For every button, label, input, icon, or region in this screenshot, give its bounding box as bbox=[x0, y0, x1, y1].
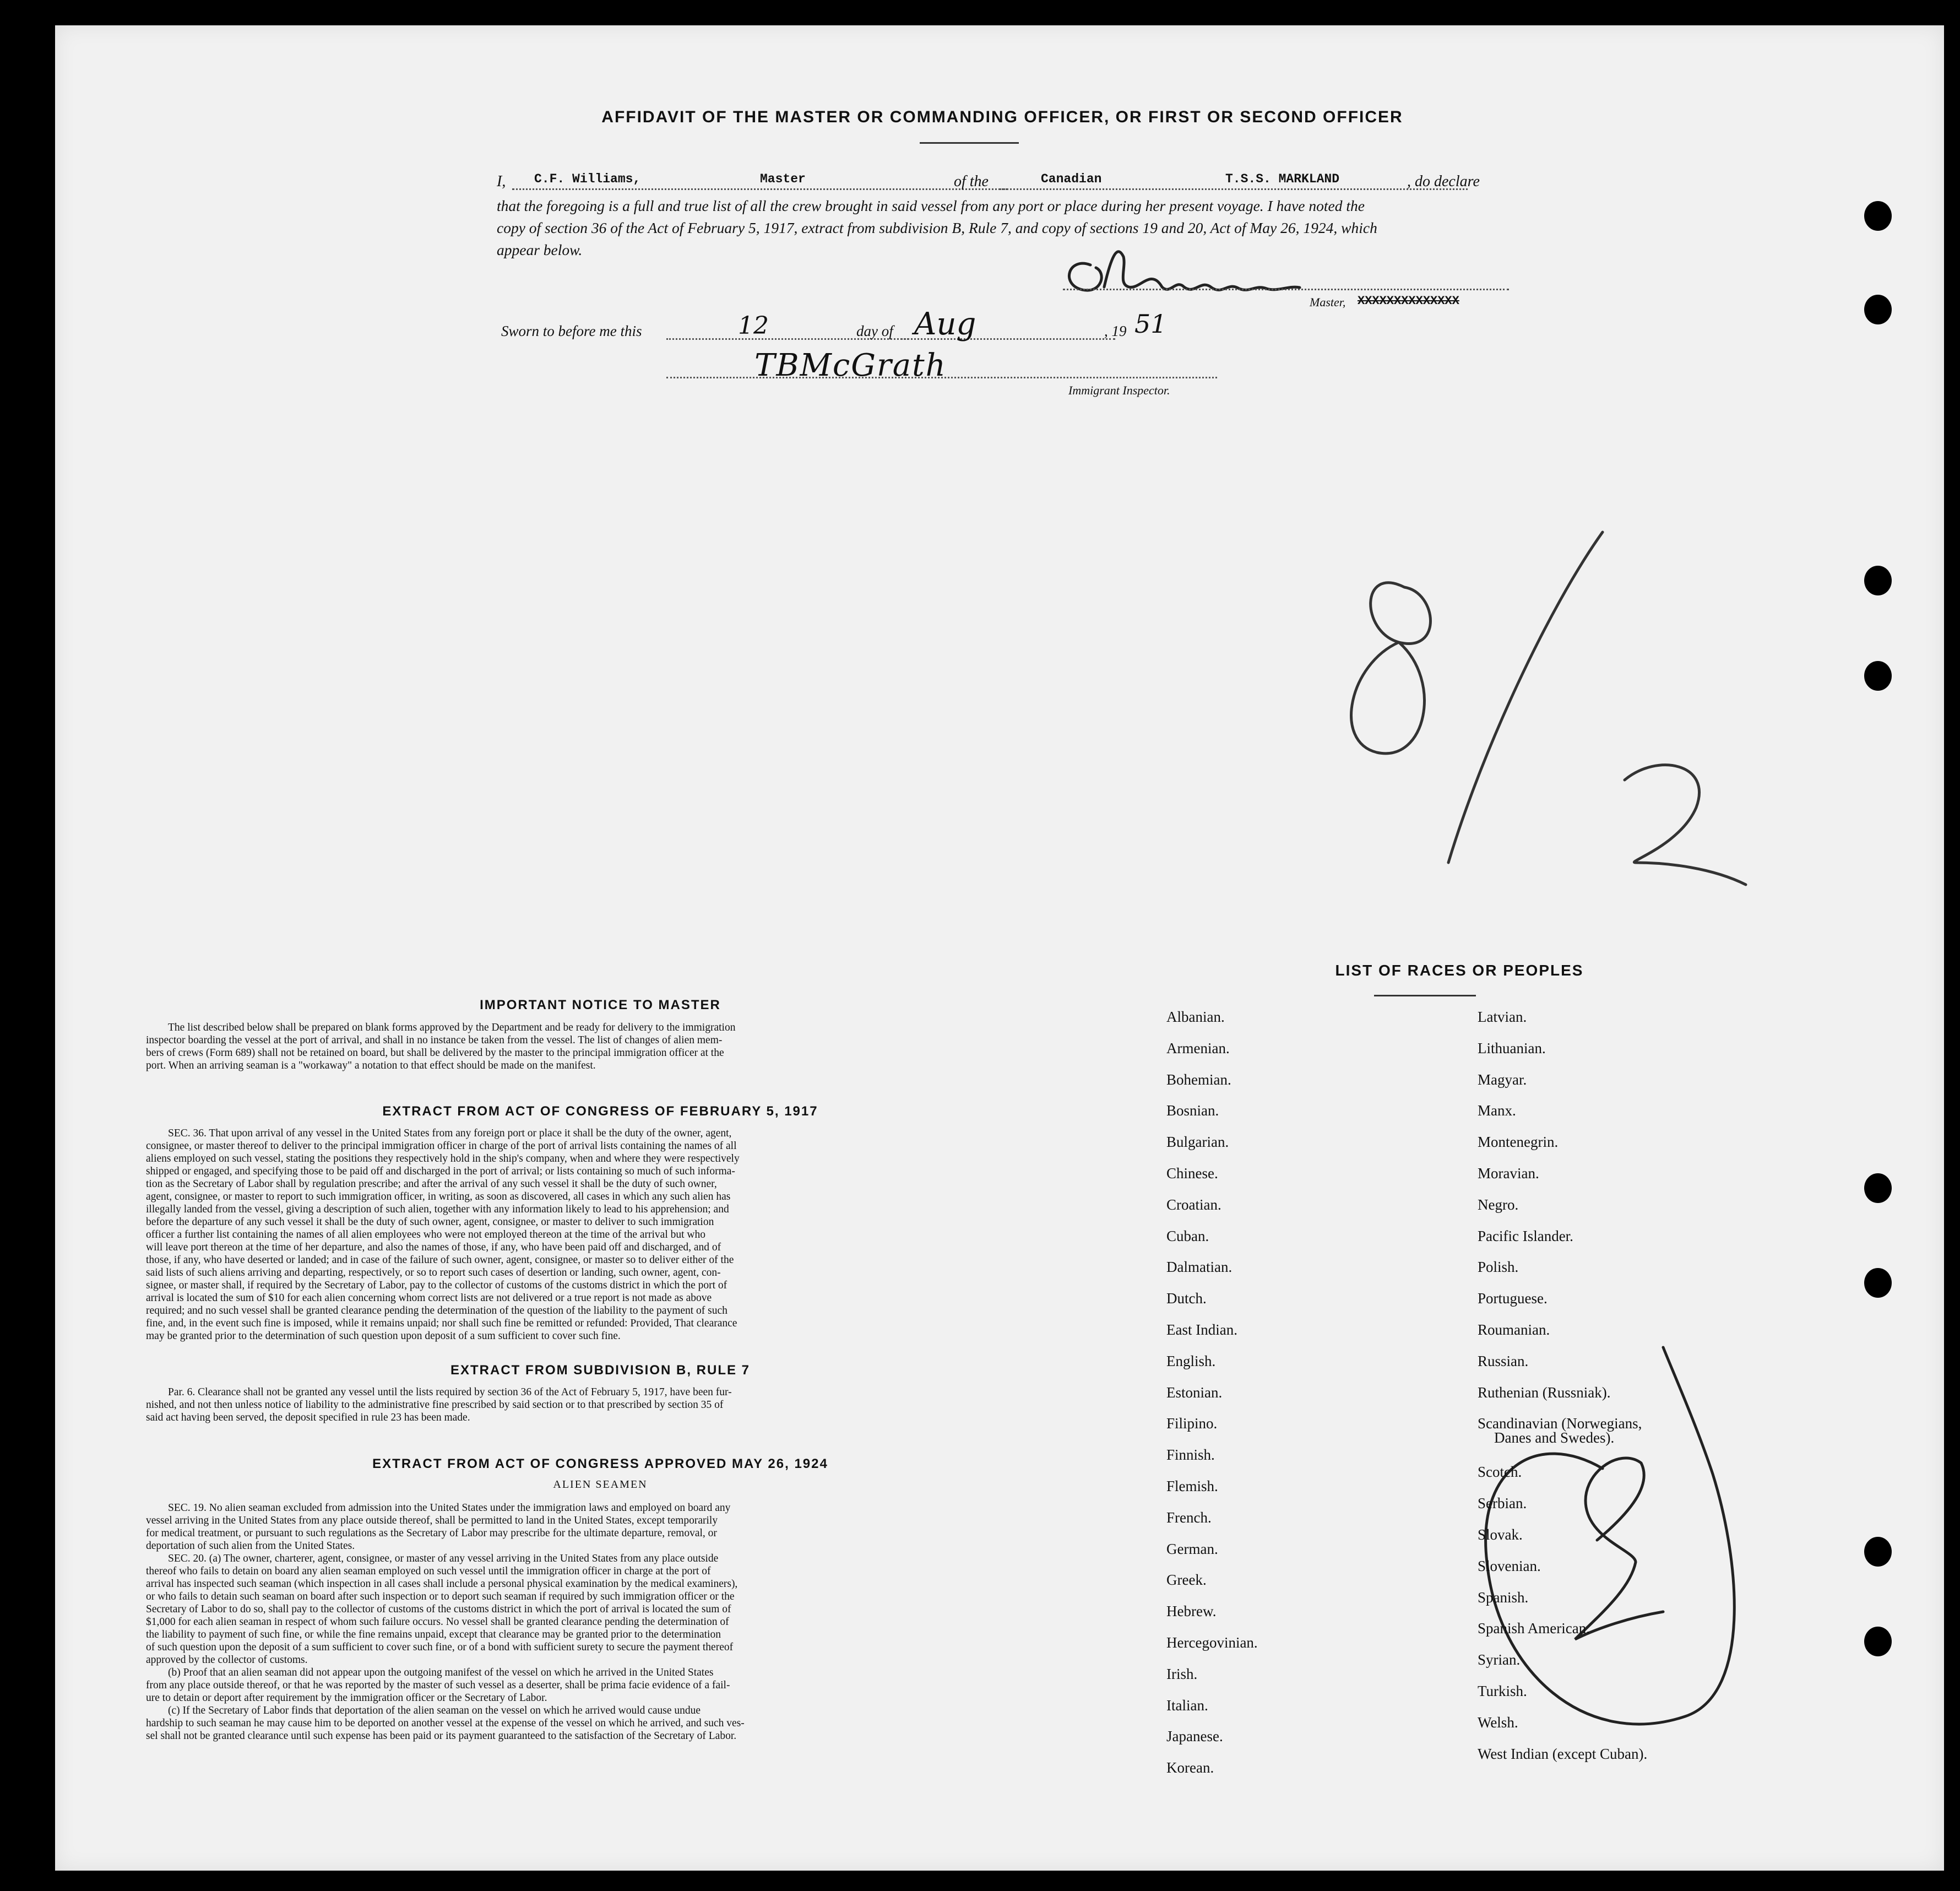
race-item: Scandinavian (Norwegians, bbox=[1478, 1415, 1642, 1432]
race-item: English. bbox=[1166, 1352, 1216, 1369]
extract-1924-line: ure to detain or deport after requirement by the immigration officer or the Secretary of Labor. bbox=[146, 1692, 547, 1704]
race-item: Dutch. bbox=[1166, 1290, 1207, 1307]
race-item: Filipino. bbox=[1166, 1415, 1218, 1432]
extract-1924-line: approved by the collector of customs. bbox=[146, 1654, 308, 1666]
notice-title: IMPORTANT NOTICE TO MASTER bbox=[480, 998, 721, 1012]
race-item: Manx. bbox=[1478, 1102, 1516, 1119]
race-item: Montenegrin. bbox=[1478, 1134, 1559, 1151]
race-item: French. bbox=[1166, 1509, 1212, 1526]
sworn-label: Sworn to before me this bbox=[501, 323, 642, 339]
extract-1924-line: Secretary of Labor to do so, shall pay to the collector of customs of the customs district in which the port of arrival is located the sum of bbox=[146, 1603, 731, 1615]
extract-1924-line: SEC. 19. No alien seaman excluded from admission into the United States under the immigration laws and employed on board any bbox=[168, 1502, 731, 1514]
race-item: Bosnian. bbox=[1166, 1102, 1219, 1119]
vessel-nationality: Canadian bbox=[1041, 172, 1102, 186]
extract-1917-line: signee, or master shall, if required by the Secretary of Labor, pay to the collector of customs of the customs district in which the port of bbox=[146, 1280, 727, 1291]
extract-1917-line: officer a further list containing the names of all alien employees who were not employed thereon at the time of the arrival but who bbox=[146, 1229, 706, 1240]
binder-hole bbox=[1864, 295, 1892, 324]
extract-1917-line: agent, consignee, or master to report to such immigration officer, in writing, as soon as discovered, all cases in which any such alien has bbox=[146, 1191, 731, 1202]
race-item: Bulgarian. bbox=[1166, 1134, 1229, 1151]
binder-hole bbox=[1864, 1537, 1892, 1567]
extract-1917-line: fine, and, in the event such fine is imposed, while it remains unpaid; nor shall such fine be remitted or refunded: Provided, That clearance bbox=[146, 1318, 737, 1329]
race-item: Japanese. bbox=[1166, 1728, 1223, 1745]
sworn-day: 12 bbox=[738, 312, 769, 340]
master-signature bbox=[1057, 235, 1366, 301]
races-title-underline bbox=[1374, 995, 1476, 996]
race-item: Spanish American. bbox=[1478, 1620, 1590, 1637]
extract-1924-line: of such question upon the deposit of a sum sufficient to cover such fine, or of a bond with sufficient surety to secure the payment thereof bbox=[146, 1641, 734, 1653]
race-item: Ruthenian (Russniak). bbox=[1478, 1384, 1611, 1401]
race-item: Magyar. bbox=[1478, 1071, 1527, 1088]
rule7-line: nished, and not then unless notice of liability to the administrative fine prescribed by said section or to that prescribed by section 35 of bbox=[146, 1399, 724, 1411]
race-item: Welsh. bbox=[1478, 1714, 1518, 1731]
extract-1917-line: may be granted prior to the determination of such question upon deposit of a sum sufficient to cover such fine. bbox=[146, 1330, 621, 1342]
extract-1917-line: those, if any, who have deserted or landed; and in case of the failure of such owner, agent, consignee, or master so to deliver either of the bbox=[146, 1254, 734, 1266]
race-item: Roumanian. bbox=[1478, 1321, 1550, 1338]
race-item: Korean. bbox=[1166, 1759, 1214, 1776]
notice-line: The list described below shall be prepared on blank forms approved by the Department and be ready for delivery to the immigration bbox=[168, 1022, 736, 1033]
race-item: Scotch. bbox=[1478, 1464, 1522, 1481]
race-item: Negro. bbox=[1478, 1196, 1519, 1213]
extract-1924-line: (c) If the Secretary of Labor finds that deportation of the alien seaman on the vessel on which he arrived would cause undue bbox=[168, 1705, 701, 1716]
of-the-label: of the bbox=[954, 173, 989, 190]
race-item: Danes and Swedes). bbox=[1494, 1429, 1615, 1446]
extract-1917-line: will leave port thereon at the time of her departure, and also the names of those, if any, who have been paid off and discharged, and of bbox=[146, 1242, 721, 1253]
binder-hole bbox=[1864, 1173, 1892, 1203]
extract-1924-line: $1,000 for each alien seaman in respect of whom such failure occurs. No vessel shall be granted clearance pending the determination of bbox=[146, 1616, 729, 1628]
extract-1924-text bbox=[146, 1502, 983, 1742]
blank-line bbox=[512, 188, 1008, 190]
notice-line: inspector boarding the vessel at the port of arrival, and shall in no instance be taken from the vessel. The list of changes of alien mem- bbox=[146, 1034, 723, 1046]
race-item: Russian. bbox=[1478, 1352, 1529, 1369]
race-item: Moravian. bbox=[1478, 1165, 1539, 1182]
extract-1924-line: or who fails to detain such seaman on board after such inspection or to deport such seaman if required by such immigration officer or the bbox=[146, 1591, 735, 1602]
extract-1924-title: EXTRACT FROM ACT OF CONGRESS APPROVED MAY 26, 1924 bbox=[372, 1456, 828, 1471]
do-declare-label: , do declare bbox=[1407, 173, 1480, 190]
race-item: Estonian. bbox=[1166, 1384, 1223, 1401]
notice-text bbox=[146, 1021, 983, 1072]
affidavit-line-3: copy of section 36 of the Act of February 5, 1917, extract from subdivision B, Rule 7, and copy of sections 19 and 20, Act of May 26, 1924, which bbox=[497, 219, 1377, 236]
extract-1924-line: for medical treatment, or pursuant to such regulations as the Secretary of Labor may prescribe for the ultimate departure, removal, or bbox=[146, 1527, 717, 1539]
day-of-label: day of bbox=[856, 323, 893, 339]
extract-1917-line: tion as the Secretary of Labor shall by regulation prescribe; and after the arrival of any such vessel it shall be the duty of such owner, bbox=[146, 1178, 717, 1190]
binder-hole bbox=[1864, 566, 1892, 595]
extract-1924-subtitle: ALIEN SEAMEN bbox=[553, 1478, 648, 1491]
vessel-name: T.S.S. MARKLAND bbox=[1225, 172, 1340, 186]
binder-hole bbox=[1864, 1268, 1892, 1298]
rule7-line: Par. 6. Clearance shall not be granted any vessel until the lists required by section 36 of the Act of February 5, 1917, have been fur- bbox=[168, 1386, 732, 1398]
race-item: Polish. bbox=[1478, 1259, 1519, 1276]
race-item: Turkish. bbox=[1478, 1683, 1527, 1700]
race-item: Hercegovinian. bbox=[1166, 1634, 1258, 1651]
race-item: Latvian. bbox=[1478, 1009, 1527, 1025]
race-item: Pacific Islander. bbox=[1478, 1227, 1573, 1244]
extract-1917-line: illegally landed from the vessel, giving a description of such alien, together with any information likely to lead to his apprehension; and bbox=[146, 1204, 729, 1215]
extract-1917-line: before the departure of any such vessel it shall be the duty of such owner, agent, consignee, or master to deliver to such immigration bbox=[146, 1216, 714, 1228]
affidavit-title: AFFIDAVIT OF THE MASTER OR COMMANDING OFFICER, OR FIRST OR SECOND OFFICER bbox=[601, 108, 1403, 126]
extract-1924-line: hardship to such seaman he may cause him to be deported on another vessel at the expense of the vessel on which he arrived, and such ves- bbox=[146, 1717, 745, 1729]
affidavit-line-2: that the foregoing is a full and true list of all the crew brought in said vessel from any port or place during her present voyage. I have noted the bbox=[497, 197, 1365, 214]
signature-line bbox=[1063, 289, 1509, 290]
notice-line: bers of crews (Form 689) shall not be retained on board, but shall be delivered by the master to the principal immigration officer at the bbox=[146, 1047, 724, 1059]
extract-1917-text bbox=[146, 1127, 983, 1342]
race-item: Dalmatian. bbox=[1166, 1259, 1233, 1276]
extract-1917-line: required; and no such vessel shall be granted clearance pending the determination of the question of the liability to the payment of such bbox=[146, 1305, 727, 1316]
extract-1924-line: from any place outside thereof, or that he was reported by the master of such vessel as a deserter, shall be prima facie evidence of a fail- bbox=[146, 1679, 730, 1691]
race-item: Croatian. bbox=[1166, 1196, 1221, 1213]
blank-line bbox=[1000, 188, 1468, 190]
race-item: Hebrew. bbox=[1166, 1603, 1217, 1620]
race-item: Syrian. bbox=[1478, 1651, 1521, 1668]
notice-line: port. When an arriving seaman is a "workaway" a notation to that effect should be made on the manifest. bbox=[146, 1060, 596, 1071]
affidavit-i: I, bbox=[497, 173, 506, 190]
struck-text: XXXXXXXXXXXXXX bbox=[1358, 294, 1459, 308]
race-item: Spanish. bbox=[1478, 1589, 1529, 1606]
race-item: Chinese. bbox=[1166, 1165, 1218, 1182]
extract-1924-line: deportation of such alien from the United States. bbox=[146, 1540, 355, 1552]
extract-1917-line: SEC. 36. That upon arrival of any vessel in the United States from any foreign port or place it shall be the duty of the owner, agent, bbox=[168, 1128, 732, 1139]
race-item: Italian. bbox=[1166, 1697, 1208, 1714]
race-item: Bohemian. bbox=[1166, 1071, 1231, 1088]
race-item: Greek. bbox=[1166, 1572, 1207, 1589]
extract-1924-line: thereof who fails to detain on board any alien seaman employed on such vessel until the immigration officer in charge at the port of bbox=[146, 1565, 711, 1577]
extract-1924-line: SEC. 20. (a) The owner, charterer, agent, consignee, or master of any vessel arriving in the United States from any place outside bbox=[168, 1553, 719, 1564]
binder-hole bbox=[1864, 201, 1892, 231]
date-pencil-mark bbox=[1316, 521, 1812, 918]
extract-1917-line: aliens employed on such vessel, stating the positions they respectively hold in the ship's company, when and where they were respectively bbox=[146, 1153, 740, 1164]
races-title: LIST OF RACES OR PEOPLES bbox=[1335, 962, 1584, 979]
document-page bbox=[55, 25, 1944, 1871]
master-rank: Master bbox=[760, 172, 806, 186]
race-item: Armenian. bbox=[1166, 1039, 1230, 1056]
extract-1924-line: vessel arriving in the United States from any place outside thereof, shall be permitted to land in the United States, except temporarily bbox=[146, 1515, 718, 1526]
extract-1924-line: sel shall not be granted clearance until such expense has been paid or its payment guaranteed to the satisfaction of the Secretary of Labor. bbox=[146, 1730, 737, 1742]
extract-1924-line: (b) Proof that an alien seaman did not appear upon the outgoing manifest of the vessel on which he arrived in the United States bbox=[168, 1667, 714, 1678]
race-item: Finnish. bbox=[1166, 1446, 1215, 1464]
inspector-line bbox=[666, 377, 1217, 378]
race-item: Cuban. bbox=[1166, 1227, 1209, 1244]
race-item: Slovak. bbox=[1478, 1526, 1523, 1543]
race-item: Albanian. bbox=[1166, 1009, 1225, 1025]
race-item: Portuguese. bbox=[1478, 1290, 1548, 1307]
extract-1924-line: the liability to payment of such fine, or while the fine remains unpaid, except that clearance may be granted prior to the determination bbox=[146, 1629, 721, 1640]
race-item: Serbian. bbox=[1478, 1495, 1527, 1512]
race-item: German. bbox=[1166, 1540, 1218, 1557]
race-item: Lithuanian. bbox=[1478, 1039, 1546, 1056]
binder-hole bbox=[1864, 661, 1892, 691]
extract-1917-line: said lists of such aliens arriving and departing, respectively, or so to report such cases of desertion or landing, such owner, agent, con- bbox=[146, 1267, 721, 1278]
master-name: C.F. Williams, bbox=[534, 172, 641, 186]
master-label: Master, bbox=[1310, 295, 1346, 309]
inspector-label: Immigrant Inspector. bbox=[1068, 383, 1170, 397]
binder-hole bbox=[1864, 1627, 1892, 1656]
race-item: Slovenian. bbox=[1478, 1557, 1541, 1574]
extract-1924-line: arrival has inspected such seaman (which inspection in all cases shall include a personal physical examination by the medical examiners), bbox=[146, 1578, 738, 1590]
extract-1917-line: shipped or engaged, and specifying those to be paid off and discharged in the port of arrival; or lists containing so much of such informa- bbox=[146, 1166, 735, 1177]
year-prefix: , 19 bbox=[1104, 323, 1127, 339]
race-item: East Indian. bbox=[1166, 1321, 1237, 1338]
inspector-signature: TBMcGrath bbox=[754, 348, 947, 383]
year-suffix: 51 bbox=[1134, 309, 1167, 339]
rule7-title: EXTRACT FROM SUBDIVISION B, RULE 7 bbox=[450, 1363, 751, 1378]
title-underline bbox=[920, 142, 1019, 144]
sworn-month: Aug bbox=[914, 306, 976, 342]
extract-1917-line: consignee, or master thereof to deliver to the principal immigration officer in charge of the port of arrival lists containing the names of all bbox=[146, 1140, 737, 1152]
race-item: West Indian (except Cuban). bbox=[1478, 1745, 1648, 1762]
rule7-line: said act having been served, the deposit specified in rule 23 has been made. bbox=[146, 1412, 470, 1423]
affidavit-line-4: appear below. bbox=[497, 241, 583, 258]
race-item: Irish. bbox=[1166, 1665, 1198, 1682]
rule7-text bbox=[146, 1386, 983, 1424]
extract-1917-line: arrival is located the sum of $10 for each alien concerning whom correct lists are not delivered or a true report is not made as above bbox=[146, 1292, 712, 1304]
race-item: Flemish. bbox=[1166, 1478, 1218, 1494]
extract-1917-title: EXTRACT FROM ACT OF CONGRESS OF FEBRUARY 5, 1917 bbox=[382, 1104, 818, 1119]
